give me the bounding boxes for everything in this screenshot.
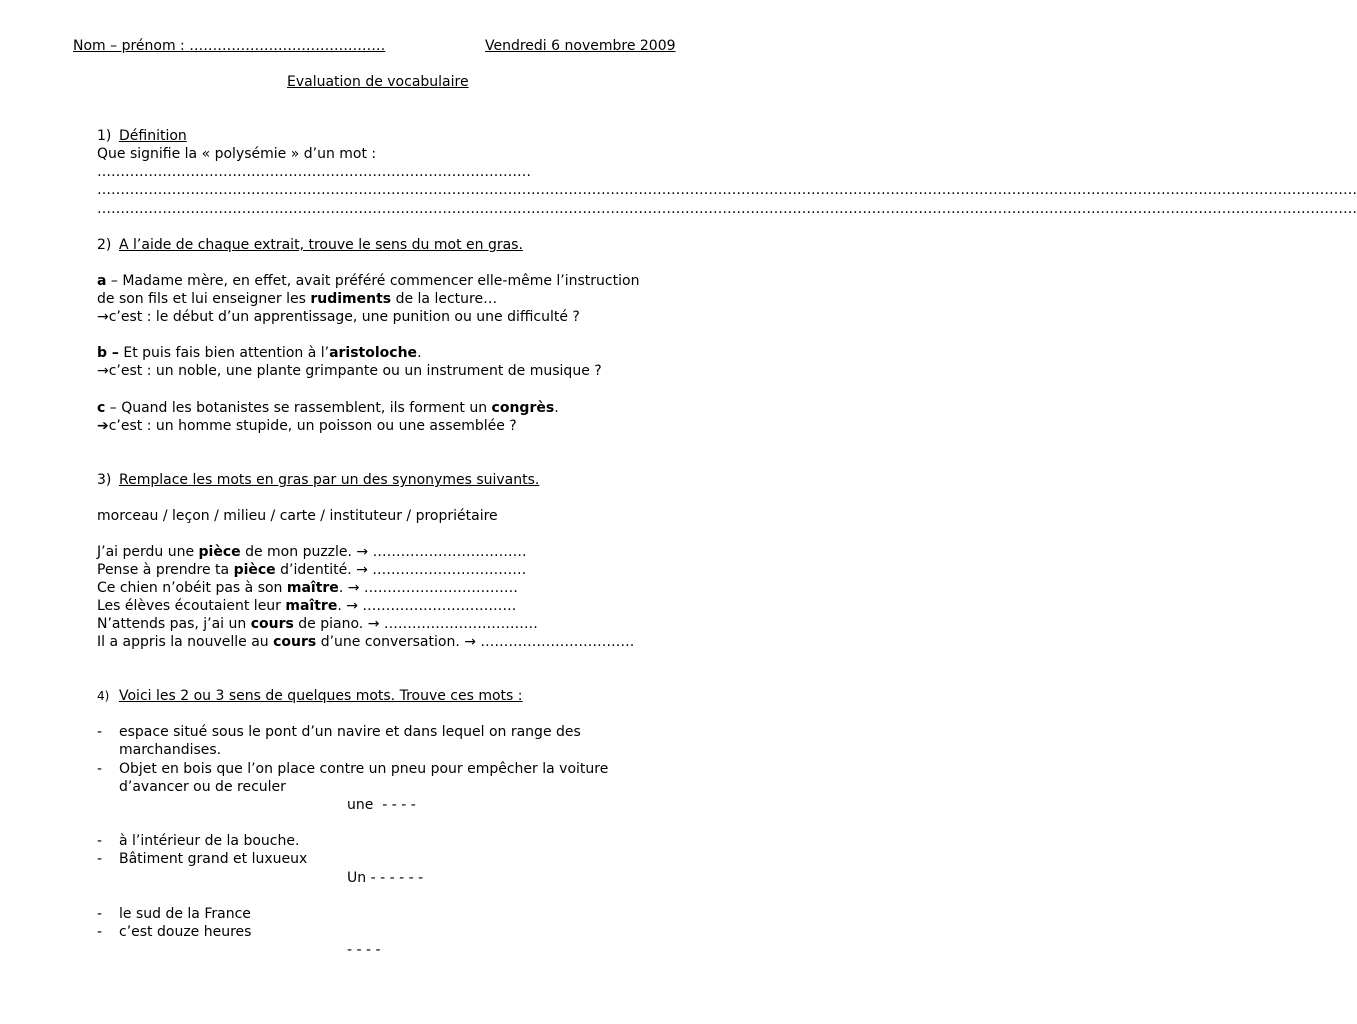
section1-number: 1): [97, 128, 112, 144]
sentence-answer-blank: d’identité. → ……………………………: [275, 562, 527, 578]
bullet: -: [97, 833, 103, 849]
section3-heading: [97, 471, 539, 489]
sentence-text: N’attends pas, j’ai un: [97, 616, 251, 632]
answer-dots-line-3: ………………………………………………………………………………………………………………………………………………………………………………………………………………………………………………: [97, 201, 1357, 217]
bullet: -: [97, 724, 103, 740]
sentence-3: [97, 579, 518, 597]
section3-number: 3): [97, 472, 112, 488]
bold-word: maître: [286, 580, 339, 596]
extract-b-answer: →c’est : un noble, une plante grimpante ou un instrument de musique ?: [97, 363, 602, 379]
meaning-3a: le sud de la France: [119, 906, 251, 922]
bold-word-congres: congrès: [491, 400, 555, 416]
meaning-1b: Objet en bois que l’on place contre un pneu pour empêcher la voiture: [119, 761, 609, 777]
sentence-answer-blank: . → ……………………………: [338, 580, 518, 596]
extract-a-line-1: [97, 272, 639, 290]
section4-title: Voici les 2 ou 3 sens de quelques mots. Trouve ces mots :: [119, 688, 523, 704]
sentence-text: Pense à prendre ta: [97, 562, 234, 578]
answer-blank-3: - - - -: [347, 942, 381, 958]
extract-b-line: [97, 344, 422, 362]
extract-a-answer: →c’est : le début d’un apprentissage, une punition ou une difficulté ?: [97, 309, 580, 325]
section2-title: A l’aide de chaque extrait, trouve le sens du mot en gras.: [119, 237, 523, 253]
bold-word: pièce: [198, 544, 241, 560]
sentence-6: [97, 633, 634, 651]
sentence-text: Ce chien n’obéit pas à son: [97, 580, 287, 596]
section1-title: Définition: [119, 128, 187, 144]
bullet: -: [97, 761, 103, 777]
section2-heading: [97, 236, 523, 254]
page-title: Evaluation de vocabulaire: [287, 74, 469, 90]
bullet: -: [97, 906, 103, 922]
section1-heading: [97, 127, 187, 145]
meaning-2a: à l’intérieur de la bouche.: [119, 833, 300, 849]
sentence-1: [97, 543, 527, 561]
meaning-2b: Bâtiment grand et luxueux: [119, 851, 308, 867]
extract-c-letter: c: [97, 400, 106, 416]
extract-a-text-3: de la lecture…: [391, 291, 498, 307]
sentence-answer-blank: d’une conversation. → ……………………………: [316, 634, 635, 650]
answer-dots-line-2: ………………………………………………………………………………………………………………………………………………………………………………………………………………………………………………: [97, 182, 1357, 198]
meaning-1a-cont: marchandises.: [119, 742, 222, 758]
sentence-2: [97, 561, 526, 579]
section3-title: Remplace les mots en gras par un des synonymes suivants.: [119, 472, 540, 488]
section2-number: 2): [97, 237, 112, 253]
name-dots: ……………………………………: [189, 38, 386, 54]
extract-b-letter: b –: [97, 345, 119, 361]
sentence-text: Il a appris la nouvelle au: [97, 634, 274, 650]
answer-blank-1: une - - - -: [347, 797, 416, 813]
extract-c-answer: [97, 417, 517, 435]
bullet: -: [97, 851, 103, 867]
name-label: Nom – prénom :: [73, 38, 185, 54]
name-line: [73, 37, 385, 55]
sentence-5: [97, 615, 538, 633]
extract-a-line-2: [97, 290, 497, 308]
bold-word-rudiments: rudiments: [310, 291, 392, 307]
extract-a-letter: a: [97, 273, 107, 289]
sentence-answer-blank: de mon puzzle. → ……………………………: [240, 544, 527, 560]
meaning-1a: espace situé sous le pont d’un navire et dans lequel on range des: [119, 724, 581, 740]
extract-c-line: [97, 399, 559, 417]
synonym-list: morceau / leçon / milieu / carte / instituteur / propriétaire: [97, 508, 498, 524]
bullet: -: [97, 924, 103, 940]
section1-question: Que signifie la « polysémie » d’un mot :: [97, 146, 377, 162]
section4-heading: [97, 687, 523, 705]
extract-a-text-2: de son fils et lui enseigner les: [97, 291, 311, 307]
sentence-answer-blank: de piano. → ……………………………: [293, 616, 538, 632]
extract-c-answer-text: c’est : un homme stupide, un poisson ou une assemblée ?: [108, 418, 517, 434]
arrow-icon: ➔: [97, 418, 109, 434]
date: Vendredi 6 novembre 2009: [485, 38, 676, 54]
extract-b-text: Et puis fais bien attention à l’: [118, 345, 330, 361]
sentence-answer-blank: . → ……………………………: [337, 598, 517, 614]
bold-word: pièce: [233, 562, 276, 578]
sentence-4: [97, 597, 516, 615]
extract-a-text-1: – Madame mère, en effet, avait préféré commencer elle-même l’instruction: [106, 273, 640, 289]
meaning-3b: c’est douze heures: [119, 924, 252, 940]
bold-word-aristoloche: aristoloche: [329, 345, 418, 361]
extract-c-period: .: [554, 400, 559, 416]
extract-b-period: .: [417, 345, 422, 361]
answer-dots-line-1: …………………………………………………………………………………: [97, 164, 531, 180]
bold-word: cours: [250, 616, 294, 632]
bold-word: cours: [273, 634, 317, 650]
section4-number: 4): [97, 689, 110, 703]
meaning-1b-cont: d’avancer ou de reculer: [119, 779, 286, 795]
sentence-text: J’ai perdu une: [97, 544, 199, 560]
extract-c-text: – Quand les botanistes se rassemblent, ils forment un: [105, 400, 492, 416]
bold-word: maître: [285, 598, 338, 614]
sentence-text: Les élèves écoutaient leur: [97, 598, 286, 614]
answer-blank-2: Un - - - - - -: [347, 870, 424, 886]
